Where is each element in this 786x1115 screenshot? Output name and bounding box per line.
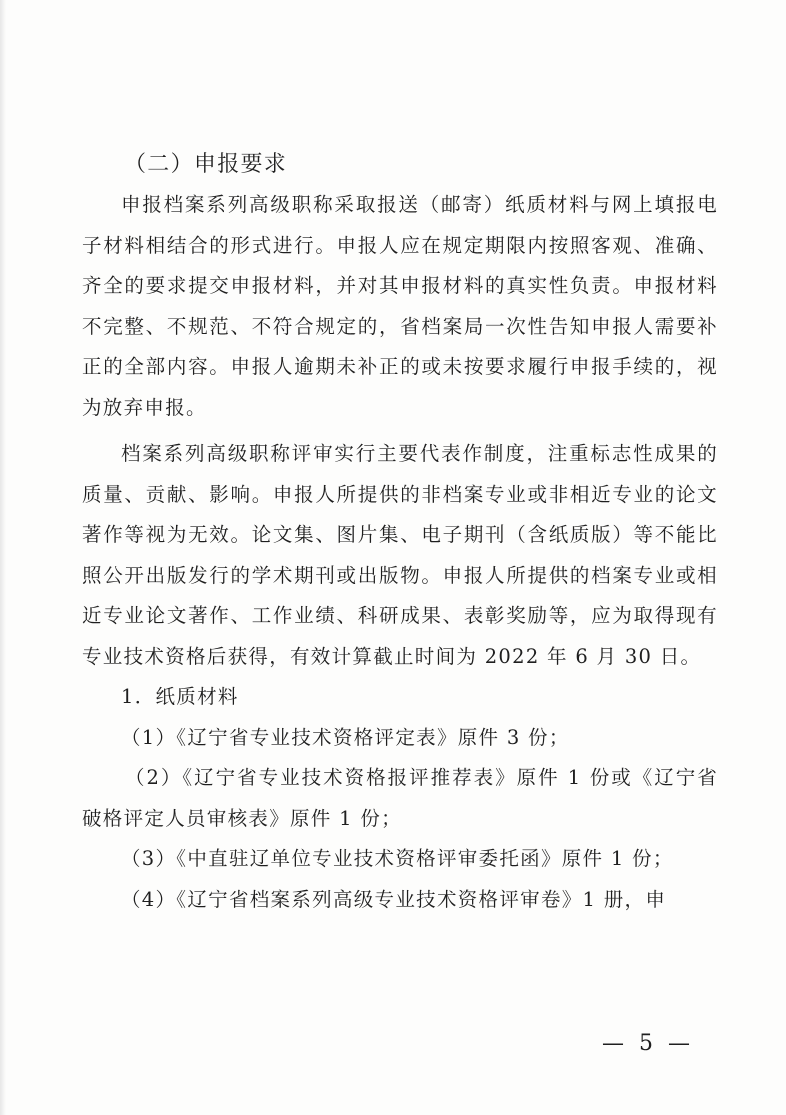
paragraph-submission-requirements: 申报档案系列高级职称采取报送（邮寄）纸质材料与网上填报电子材料相结合的形式进行。申报人应在规定期限内按照客观、准确、齐全的要求提交申报材料，并对其申报材料的真实性负责。申报材料不完整、不规范、不符合规定的，省档案局一次性告知申报人需要补正的全部内容。申报人逾期未补正的或未按要求履行申报手续的，视为放弃申报。 xyxy=(82,193,718,419)
list-item: （4）《辽宁省档案系列高级专业技术资格评审卷》1 册，申 xyxy=(121,887,667,911)
list-item: （1）《辽宁省专业技术资格评定表》原件 3 份； xyxy=(121,725,570,749)
section-heading: （二）申报要求 xyxy=(124,152,288,177)
document-body xyxy=(82,145,718,920)
subheading-paper-materials: 1．纸质材料 xyxy=(121,685,239,708)
list-item: （3）《中直驻辽单位专业技术资格评审委托函》原件 1 份； xyxy=(121,847,674,870)
list-item: （2）《辽宁省专业技术资格报评推荐表》原件 1 份或《辽宁省破格评定人员审核表》原件 1 份； xyxy=(82,766,718,830)
scan-edge-shadow xyxy=(0,0,6,1115)
page-number: — 5 — xyxy=(602,1031,694,1056)
paragraph-representative-works: 档案系列高级职称评审实行主要代表作制度，注重标志性成果的质量、贡献、影响。申报人所提供的非档案专业或非相近专业的论文著作等视为无效。论文集、图片集、电子期刊（含纸质版）等不能比照公开出版发行的学术期刊或出版物。申报人所提供的档案专业或相近专业论文著作、工作业绩、科研成果、表彰奖励等，应为取得现有专业技术资格后获得，有效计算截止时间为 2022 年 6 月 30 日。 xyxy=(82,442,718,668)
